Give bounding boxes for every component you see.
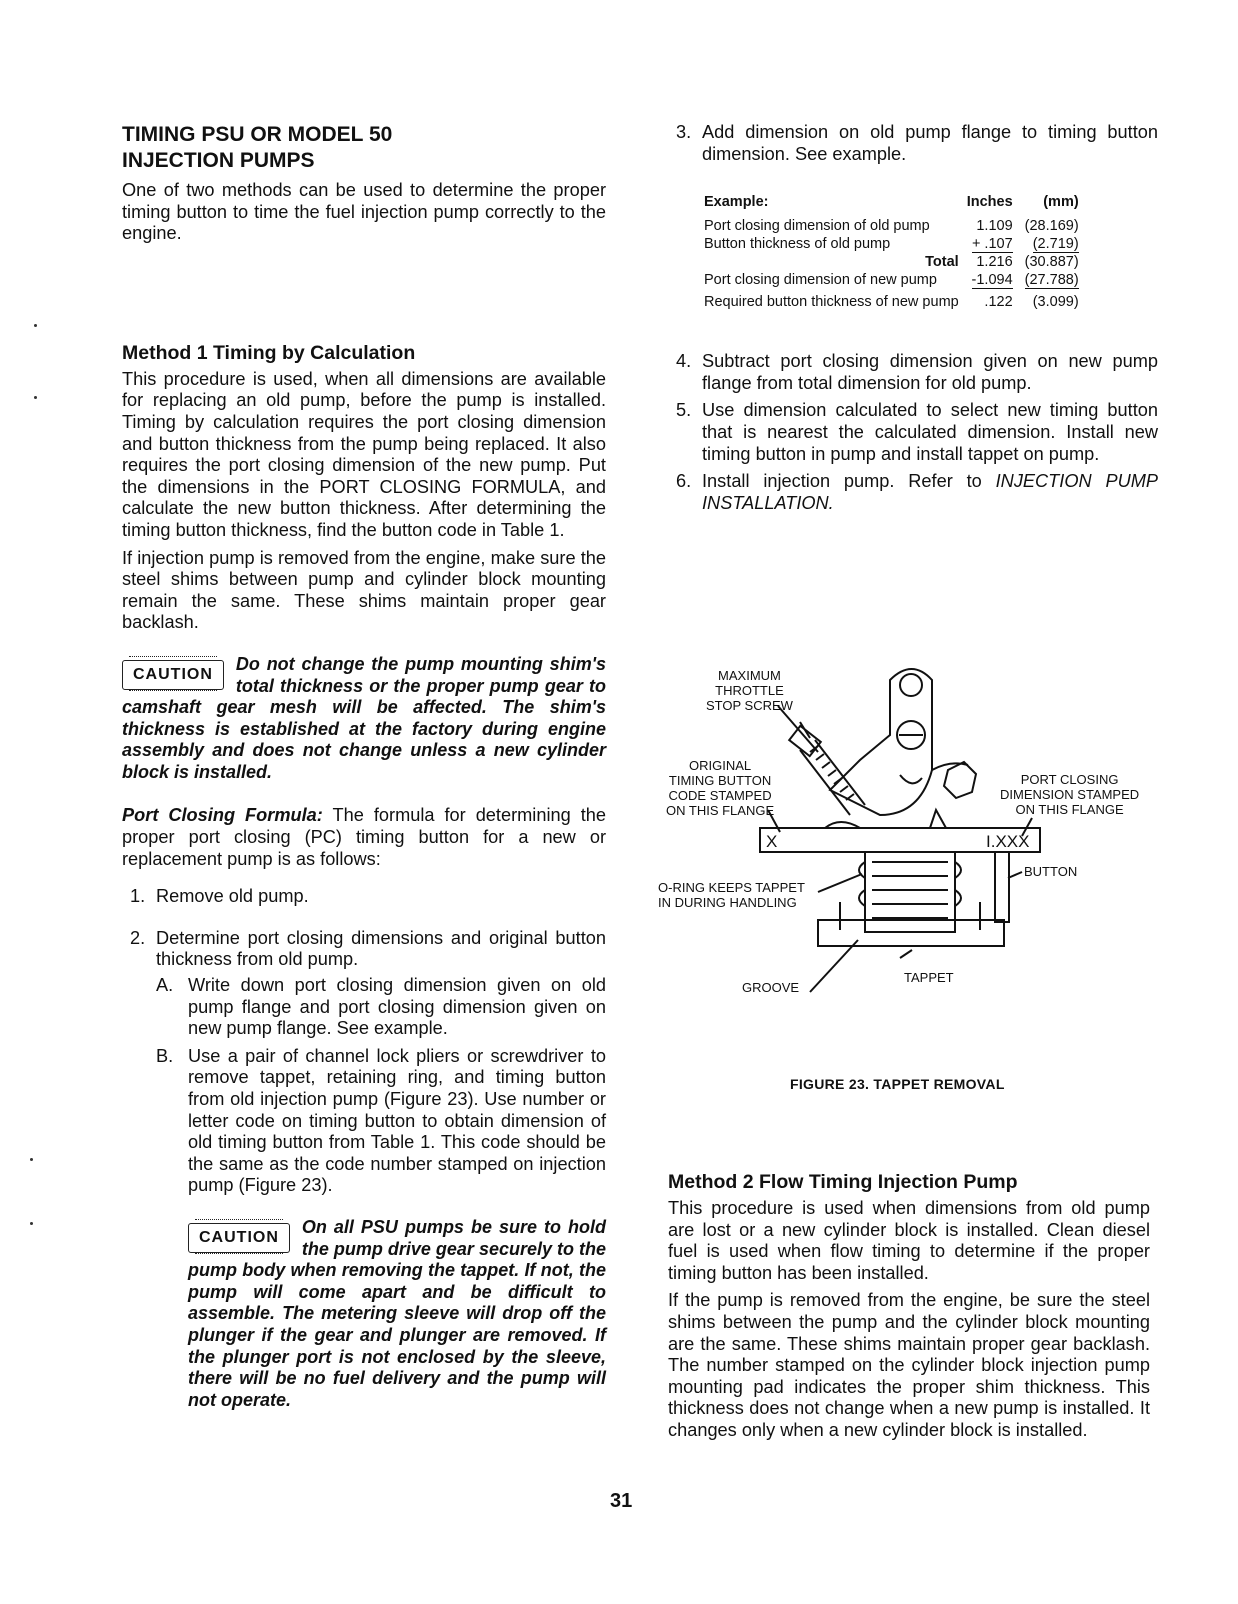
left-column [122,122,606,1411]
step-2b-letter: B. [156,1045,174,1066]
example-row-total [704,253,1079,271]
step-1 [122,886,606,908]
example-row-label: Port closing dimension of new pump [704,272,937,289]
method2-section [668,1170,1150,1448]
example-row-label: Button thickness of old pump [704,236,891,253]
example-row-label: Total [925,254,959,271]
method2-paragraph-1: This procedure is used when dimensions from old pump are lost or a new cylinder block is installed. Clean diesel fuel is used when flow timing to determine if the proper timing button has been installed. [668,1198,1150,1283]
flange-dimension-mark: I.XXX [986,832,1030,851]
step-1-number: 1. [130,886,146,907]
method2-paragraph-2: If the pump is removed from the engine, be sure the steel shims between the pump and the cylinder block mounting are the same. These shims maintain proper gear backlash. The number stamped on the cylinder block injection pump mounting pad indicates the proper shim thickness. This thickness does not change when a new pump is installed. It changes only when a new cylinder block is installed. [668,1290,1150,1440]
step-2b [156,1046,606,1197]
step-3-number: 3. [676,122,692,142]
figure-caption: FIGURE 23. TAPPET REMOVAL [790,1076,1005,1092]
step-4 [668,351,1158,394]
section-title [122,122,606,174]
step-2a-text: Write down port closing dimension given on old pump flange and port closing dimension given on new pump flange. See example. [188,975,606,1039]
step-2-substeps [156,975,606,1197]
step-1-text: Remove old pump. [156,886,309,907]
example-row-inches: .122 [984,294,1013,311]
label-max-throttle [706,668,793,713]
flange-x-mark: X [766,832,778,851]
step-5-text: Use dimension calculated to select new timing button that is nearest the calculated dimension. Install new timing button in pump and install tappet on pump. [702,400,1158,464]
right-column [668,122,1158,520]
example-header-label: Example: [704,194,769,211]
caution-note-2 [188,1217,606,1411]
example-header-mm: (mm) [1043,194,1079,211]
method1-paragraph-2: If injection pump is removed from the engine, make sure the steel shims between pump and cylinder block mounting remain the same. These shims maintain proper gear backlash. [122,547,606,633]
scan-speck [30,1222,33,1225]
example-row [704,293,1079,311]
example-table [704,193,1079,311]
example-row-inches: -1.094 [971,272,1013,289]
step-2-number: 2. [130,927,146,948]
example-row-inches: + .107 [971,236,1013,253]
label-o-ring [658,880,805,910]
label-original-button [666,758,774,818]
step-5 [668,400,1158,465]
label-o-ring-text: O-RING KEEPS TAPPET IN DURING HANDLING [658,880,805,910]
caution-text-2: On all PSU pumps be sure to hold the pump drive gear securely to the pump body when removing the tappet. If not, the pump will come apart and be difficult to assemble. The metering sleeve will drop off the plunger if the gear and plunger are removed. If the plunger port is not enclosed by the sleeve, there will be no fuel delivery and the pump will not operate. [188,1216,606,1410]
step-6-reference: INJECTION PUMP INSTALLATION. [702,471,1158,513]
caution-badge-2: CAUTION [188,1223,290,1253]
left-steps [122,886,606,1197]
right-steps-top [668,122,1158,165]
example-row [704,271,1079,289]
example-row-inches: 1.216 [976,254,1013,271]
caution-note-1 [122,654,606,784]
intro-paragraph: One of two methods can be used to determine the proper timing button to time the fuel injection pump correctly to the engine. [122,180,606,244]
example-row-inches: 1.109 [976,218,1013,235]
example-header-row [704,193,1079,211]
formula-paragraph [122,805,606,870]
step-6-text: Install injection pump. Refer to [702,471,996,492]
page-number: 31 [610,1490,633,1512]
example-row-mm: (30.887) [1024,254,1079,271]
section-title-line1: TIMING PSU OR MODEL 50 [122,123,393,146]
step-5-number: 5. [676,400,692,421]
step-3 [668,122,1158,165]
example-row-mm: (27.788) [1024,272,1079,289]
step-4-number: 4. [676,351,692,372]
example-row-label: Port closing dimension of old pump [704,218,930,235]
example-row-mm: (28.169) [1024,218,1079,235]
label-tappet: TAPPET [904,970,954,985]
label-original-button-text: ORIGINAL TIMING BUTTON CODE STAMPED ON THIS FLANGE [666,758,775,818]
label-port-closing [1000,772,1139,817]
example-row [704,235,1079,253]
example-row [704,217,1079,235]
scan-speck [34,324,37,327]
section-title-line2: INJECTION PUMPS [122,149,315,172]
method2-heading: Method 2 Flow Timing Injection Pump [668,1171,1018,1193]
example-row-label: Required button thickness of new pump [704,294,959,311]
step-2 [122,928,606,1197]
scan-speck [34,396,37,399]
step-2a [156,975,606,1040]
step-4-text: Subtract port closing dimension given on new pump flange from total dimension for old pump. [702,351,1158,393]
caution-text-1: Do not change the pump mounting shim's total thickness or the proper pump gear to camshaft gear mesh will be affected. The shim's thickness is established at the factory during engine assembly and does not change unless a new cylinder block is installed. [122,653,606,782]
step-3-text: Add dimension on old pump flange to timing button dimension. See example. [702,122,1158,164]
step-2b-text: Use a pair of channel lock pliers or screwdriver to remove tappet, retaining ring, and timing button from old injection pump (Figure 23). Use number or letter code on timing button to obtain dimension of old timing button from Table 1. This code should be the same as the code number stamped on injection pump (Figure 23). [188,1045,606,1196]
label-port-closing-text: PORT CLOSING DIMENSION STAMPED ON THIS FLANGE [1000,772,1140,817]
example-row-mm: (3.099) [1032,294,1079,311]
example-row-mm: (2.719) [1032,236,1079,253]
label-max-throttle-text: MAXIMUM THROTTLE STOP SCREW [706,668,793,713]
step-6 [668,471,1158,514]
step-2a-letter: A. [156,975,174,996]
caution-badge: CAUTION [122,660,224,690]
formula-label: Port Closing Formula: [122,805,323,826]
method1-paragraph-1: This procedure is used, when all dimensions are available for replacing an old pump, before the pump is installed. Timing by calculation requires the port closing dimension and button thickness from the pump being replaced. It also requires the port closing dimension of the new pump. Put the dimensions in the PORT CLOSING FORMULA, and calculate the new button thickness. After determining the timing button thickness, find the button code in Table 1. [122,368,606,540]
right-steps-mid [668,351,1158,514]
label-button: BUTTON [1024,864,1078,879]
example-header-inches: Inches [966,194,1013,211]
scan-speck [30,1158,33,1161]
formula-text: The formula for determining the proper port closing (PC) timing button for a new or replacement pump is as follows: [122,805,606,869]
step-6-number: 6. [676,471,692,492]
label-groove: GROOVE [742,980,800,995]
method1-heading: Method 1 Timing by Calculation [122,341,416,364]
step-2-text: Determine port closing dimensions and original button thickness from old pump. [156,927,606,970]
